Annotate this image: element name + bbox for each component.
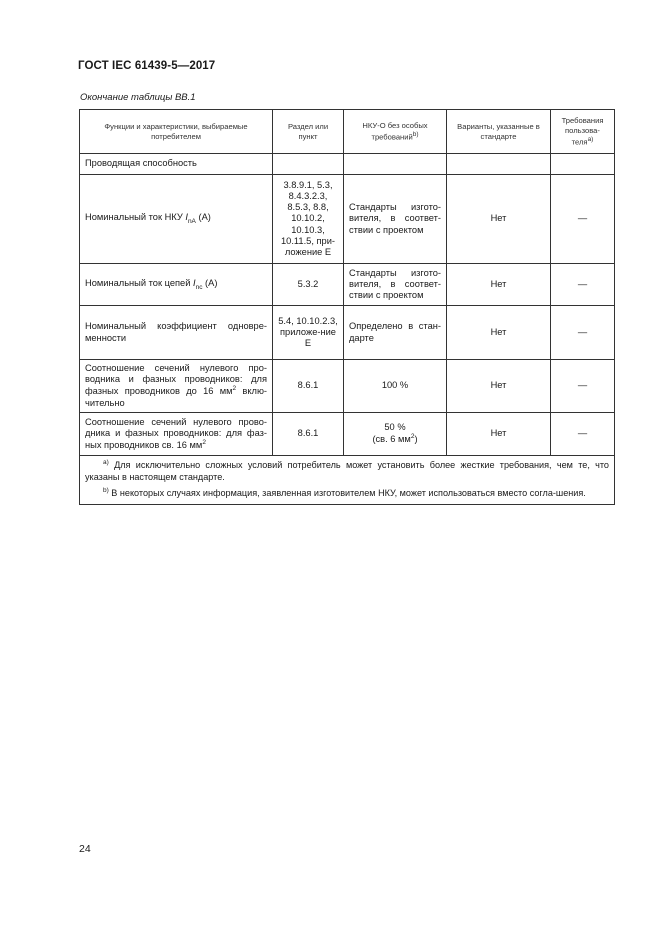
row-section: 5.3.2 [273,264,344,306]
row-function: Проводящая способность [80,154,273,175]
row-user: — [551,175,615,264]
document-title: ГОСТ IEC 61439-5—2017 [78,60,216,72]
row-default: 100 % [344,360,447,413]
table-row [80,154,615,175]
table-footnotes-row [80,456,615,505]
row-section: 5.4, 10.10.2.3, приложе-ние Е [273,306,344,360]
table-row [80,306,615,360]
row-function: Номинальный коэффициент одновре-менности [80,306,273,360]
row-function: Соотношение сечений нулевого про-водника и фазных проводников: для фазных проводников до 16 $мм^2$ вклю-чительно [80,360,273,413]
row-section: 8.6.1 [273,360,344,413]
page-number: 24 [79,843,91,855]
row-options: Нет [447,413,551,456]
row-function: Номинальный ток цепей $I_{nc}$ (A) [80,264,273,306]
row-options: Нет [447,360,551,413]
table-footnotes [80,456,615,505]
row-default: 50 % (св. 6 $мм^2$) [344,413,447,456]
table-row [80,360,615,413]
row-section: 3.8.9.1, 5.3, 8.4.3.2.3, 8.5.3, 8.8, 10.10.2, 10.10.3, 10.11.5, при-ложение Е [273,175,344,264]
row-function: Соотношение сечений нулевого прово-дника и фазных проводников: для фаз-ных проводников св. 16 $мм^2$ [80,413,273,456]
row-default: Стандарты изгото-вителя, в соответ-ствии с проектом [344,264,447,306]
requirements-table [79,109,615,505]
row-user: — [551,264,615,306]
row-default: Определено в стан-дарте [344,306,447,360]
row-function: Номинальный ток НКУ $I_{nA}$ (A) [80,175,273,264]
row-user: — [551,413,615,456]
table-row [80,175,615,264]
header-functions: Функции и характеристики, выбираемые потребителем [80,110,273,154]
header-options: Варианты, указанные в стандарте [447,110,551,154]
header-section: Раздел или пункт [273,110,344,154]
row-default: Стандарты изгото-вителя, в соответ-ствии с проектом [344,175,447,264]
footnote-a: $^{a)}$ Для исключительно сложных условий потребитель может установить более жесткие требования, чем те, что указаны в настоящем стандарте. [85,459,609,482]
row-section: 8.6.1 [273,413,344,456]
table-row [80,413,615,456]
table-header-row [80,110,615,154]
row-user: — [551,306,615,360]
row-options: Нет [447,175,551,264]
header-default: НКУ-О без особых требований$^{b)}$ [344,110,447,154]
row-options: Нет [447,264,551,306]
table-caption: Окончание таблицы ВВ.1 [80,92,196,103]
table-row [80,264,615,306]
header-user-requirements: Требования пользова-теля$^{a)}$ [551,110,615,154]
row-user: — [551,360,615,413]
row-options: Нет [447,306,551,360]
footnote-b: $^{b)}$ В некоторых случаях информация, заявленная изготовителем НКУ, может использоваться вместо согла-шения. [103,486,586,498]
